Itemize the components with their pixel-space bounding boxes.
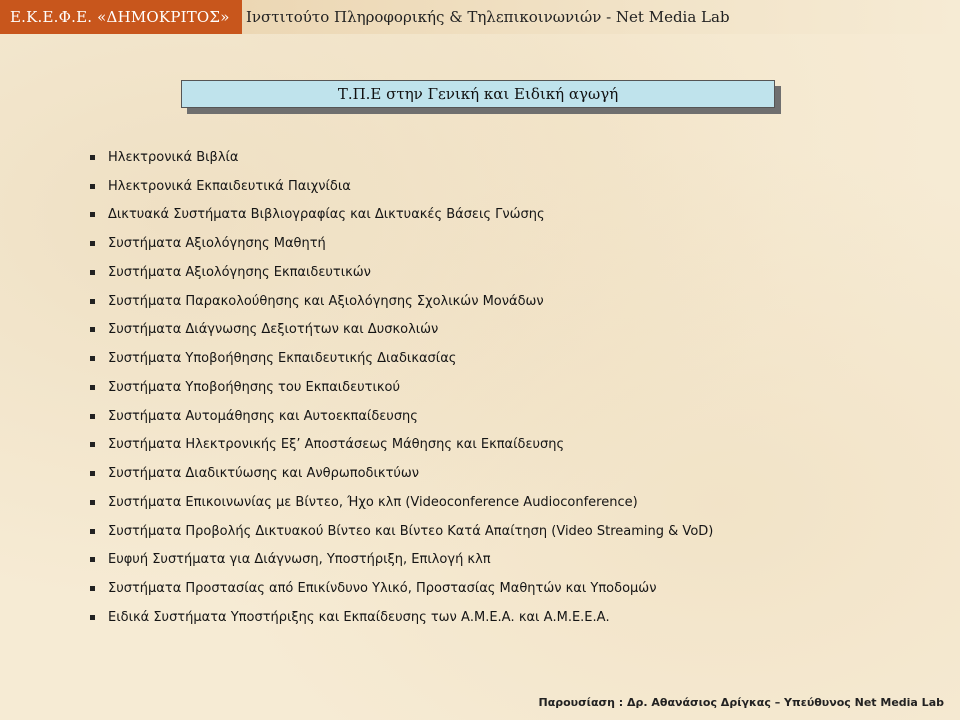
list-item-text: Συστήματα Αξιολόγησης Μαθητή [108, 236, 326, 252]
list-item [90, 517, 713, 546]
bullet-icon [90, 586, 95, 591]
list-item [90, 172, 713, 201]
bullet-icon [90, 615, 95, 620]
list-item-text: Συστήματα Διάγνωσης Δεξιοτήτων και Δυσκολιών [108, 322, 439, 338]
list-item-text: Ειδικά Συστήματα Υποστήριξης και Εκπαίδευσης των Α.Μ.Ε.Α. και Α.Μ.Ε.Ε.Α. [108, 609, 610, 625]
list-item-text: Συστήματα Προστασίας από Επικίνδυνο Υλικό, Προστασίας Μαθητών και Υποδομών [108, 581, 657, 597]
list-item-text: Συστήματα Προβολής Δικτυακού Βίντεο και Βίντεο Κατά Απαίτηση (Video Streaming & VoD) [108, 523, 714, 539]
presenter-credit: Παρουσίαση : Δρ. Αθανάσιος Δρίγκας – Υπεύθυνος Net Media Lab [538, 696, 944, 709]
list-item [90, 316, 713, 345]
bullet-icon [90, 212, 95, 217]
list-item-text: Συστήματα Υποβοήθησης Εκπαιδευτικής Διαδικασίας [108, 351, 457, 367]
list-item-text: Συστήματα Ηλεκτρονικής Εξ’ Αποστάσεως Μάθησης και Εκπαίδευσης [108, 437, 565, 453]
list-item-text: Συστήματα Αξιολόγησης Εκπαιδευτικών [108, 264, 371, 280]
list-item [90, 344, 713, 373]
list-item-text: Συστήματα Υποβοήθησης του Εκπαιδευτικού [108, 379, 401, 395]
bullet-icon [90, 270, 95, 275]
header-bar [0, 0, 960, 34]
list-item [90, 201, 713, 230]
list-item [90, 603, 713, 632]
bullet-icon [90, 299, 95, 304]
slide-title: Τ.Π.Ε στην Γενική και Ειδική αγωγή [337, 85, 619, 103]
bullet-icon [90, 529, 95, 534]
slide-title-box [181, 80, 775, 108]
organization-name: Ε.Κ.Ε.Φ.Ε. «ΔΗΜΟΚΡΙΤΟΣ» [0, 0, 242, 34]
list-item [90, 402, 713, 431]
list-item [90, 431, 713, 460]
list-item [90, 488, 713, 517]
list-item [90, 373, 713, 402]
topic-list [90, 143, 713, 632]
list-item-text: Ευφυή Συστήματα για Διάγνωση, Υποστήριξη, Επιλογή κλπ [108, 552, 491, 568]
bullet-icon [90, 327, 95, 332]
list-item [90, 287, 713, 316]
bullet-icon [90, 442, 95, 447]
bullet-icon [90, 155, 95, 160]
bullet-icon [90, 385, 95, 390]
list-item [90, 574, 713, 603]
list-item [90, 258, 713, 287]
bullet-icon [90, 500, 95, 505]
list-item-text: Συστήματα Επικοινωνίας με Βίντεο, Ήχο κλπ (Videoconference Audioconference) [108, 494, 638, 510]
bullet-icon [90, 557, 95, 562]
bullet-icon [90, 471, 95, 476]
bullet-icon [90, 241, 95, 246]
bullet-icon [90, 414, 95, 419]
institute-name: Ινστιτούτο Πληροφορικής & Τηλεπικοινωνιών - Net Media Lab [242, 0, 960, 34]
bullet-icon [90, 184, 95, 189]
list-item-text: Ηλεκτρονικά Βιβλία [108, 149, 239, 165]
list-item-text: Συστήματα Παρακολούθησης και Αξιολόγησης Σχολικών Μονάδων [108, 293, 544, 309]
list-item [90, 229, 713, 258]
list-item-text: Συστήματα Αυτομάθησης και Αυτοεκπαίδευσης [108, 408, 418, 424]
bullet-icon [90, 356, 95, 361]
list-item-text: Ηλεκτρονικά Εκπαιδευτικά Παιχνίδια [108, 178, 351, 194]
list-item-text: Δικτυακά Συστήματα Βιβλιογραφίας και Δικτυακές Βάσεις Γνώσης [108, 207, 545, 223]
list-item [90, 143, 713, 172]
list-item [90, 459, 713, 488]
list-item-text: Συστήματα Διαδικτύωσης και Ανθρωποδικτύων [108, 466, 420, 482]
list-item [90, 546, 713, 575]
